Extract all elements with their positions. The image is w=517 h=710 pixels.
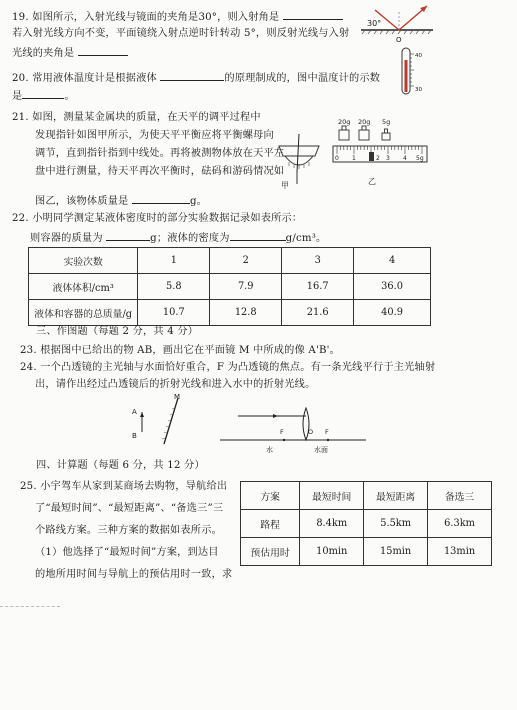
rider-slider xyxy=(369,152,374,161)
table-cell: 8.4km xyxy=(300,510,364,538)
table-cell: 5.8 xyxy=(138,274,210,300)
weight-2-label: 20g xyxy=(358,118,371,126)
table-row xyxy=(29,274,431,300)
thermometer-figure xyxy=(394,46,424,96)
water-label: 水 xyxy=(266,446,273,454)
q25-line1: 25. 小宇驾车从家到某商场去购物，导航给出 xyxy=(20,481,228,492)
q21-line2: 发现指针如图甲所示，为使天平平衡应将平衡螺母向 xyxy=(35,130,274,141)
center-o-label: O xyxy=(308,428,314,436)
thermo-bottom-label: 30 xyxy=(415,87,422,93)
lens-water-figure xyxy=(218,396,368,456)
angle-label: 30° xyxy=(367,19,382,28)
balance-pointer-figure xyxy=(275,126,323,190)
scale-tick-5: 5g xyxy=(416,155,424,162)
table-row xyxy=(241,538,492,566)
table-cell: 10.7 xyxy=(138,300,210,326)
page-fold-mark xyxy=(0,606,60,607)
q23-text: 23. 根据图中已给出的物 AB，画出它在平面镜 M 中所成的像 A'B'。 xyxy=(20,345,341,356)
scale-tick-1: 1 xyxy=(352,155,356,162)
q20-line1: 20. 常用液体温度计是根据液体 的原理制成的，图中温度计的示数 xyxy=(12,70,380,85)
table-cell: 21.6 xyxy=(282,300,354,326)
q21-line1: 21. 如图，测量某金属块的质量，在天平的调平过程中 xyxy=(12,112,261,123)
q21-line3: 调节，直到指针指到中线处。再将被测物体放在天平左 xyxy=(35,148,285,159)
q20-line2: 是 。 xyxy=(12,88,75,103)
table-cell: 备选三 xyxy=(428,482,492,510)
table-row xyxy=(29,248,431,274)
table-row xyxy=(29,300,431,326)
weights-and-scale-figure xyxy=(330,116,430,190)
q19-line3: 光线的夹角是 xyxy=(12,45,128,60)
thermo-top-label: 40 xyxy=(415,53,422,59)
table-cell: 13min xyxy=(428,538,492,566)
point-o-label: O xyxy=(396,36,402,44)
q25-line4: （1）他选择了“最短时间”方案，到达目 xyxy=(35,547,219,558)
label-yi: 乙 xyxy=(368,177,376,186)
table-cell: 15min xyxy=(364,538,428,566)
surface-label: 水面 xyxy=(314,446,328,454)
table-cell: 5.5km xyxy=(364,510,428,538)
weight-3-label: 5g xyxy=(382,118,391,126)
q24-line1: 24. 一个凸透镜的主光轴与水面恰好重合，F 为凸透镜的焦点。有一条光线平行于主光轴射 xyxy=(20,362,436,373)
table-row xyxy=(241,510,492,538)
q25-line3: 个路线方案。三种方案的数据如表所示。 xyxy=(35,525,222,536)
table-cell: 预估用时 xyxy=(241,538,300,566)
section-4-heading: 四、计算题（每题 6 分，共 12 分） xyxy=(36,460,205,471)
table-cell: 路程 xyxy=(241,510,300,538)
table-cell: 液体和容器的总质量/g xyxy=(29,300,138,326)
q19-line2: 若入射光线方向不变，平面镜绕入射点逆时针转动 5°，则反射光线与入射 xyxy=(12,28,350,39)
mirror-figure xyxy=(355,2,439,44)
object-mirror-figure xyxy=(128,392,188,452)
density-table xyxy=(28,247,431,326)
point-a-label: A xyxy=(132,408,137,416)
q22-line1: 22. 小明同学测定某液体密度时的部分实验数据记录如表所示： xyxy=(12,213,303,224)
table-cell: 1 xyxy=(138,248,210,274)
table-cell: 实验次数 xyxy=(29,248,138,274)
table-cell: 液体体积/cm³ xyxy=(29,274,138,300)
q25-line5: 的地所用时间与导航上的预估用时一致，求 xyxy=(35,569,233,580)
point-b-label: B xyxy=(132,432,137,440)
table-cell: 36.0 xyxy=(354,274,431,300)
section-3-heading: 三、作图题（每题 2 分，共 4 分） xyxy=(36,326,199,337)
mirror-m-line xyxy=(164,398,178,444)
scale-tick-0: 0 xyxy=(335,155,339,162)
scale-tick-2: 2 xyxy=(376,155,380,162)
label-jia: 甲 xyxy=(281,181,289,190)
q21-answer-line: 图乙，该物体质量是 g。 xyxy=(35,193,207,208)
table-cell: 7.9 xyxy=(210,274,282,300)
table-row xyxy=(241,482,492,510)
table-cell: 16.7 xyxy=(282,274,354,300)
table-cell: 最短距离 xyxy=(364,482,428,510)
scale-tick-3: 3 xyxy=(386,155,390,162)
table-cell: 40.9 xyxy=(354,300,431,326)
table-cell: 4 xyxy=(354,248,431,274)
table-cell: 最短时间 xyxy=(300,482,364,510)
table-cell: 6.3km xyxy=(428,510,492,538)
q25-line2: 了“最短时间”、“最短距离”、“备选三”三 xyxy=(35,503,224,514)
q22-line2: 则容器的质量为 g；液体的密度为 g/cm³。 xyxy=(30,230,326,245)
table-cell: 12.8 xyxy=(210,300,282,326)
table-cell: 3 xyxy=(282,248,354,274)
focus-left-label: F xyxy=(280,428,284,436)
q24-line2: 出，请作出经过凸透镜后的折射光线和进入水中的折射光线。 xyxy=(35,379,316,390)
table-cell: 方案 xyxy=(241,482,300,510)
table-cell: 2 xyxy=(210,248,282,274)
table-cell: 10min xyxy=(300,538,364,566)
focus-right-label: F xyxy=(325,428,329,436)
q21-line4: 盘中进行测量，待天平再次平衡时，砝码和游码情况如 xyxy=(35,166,285,177)
route-table xyxy=(240,481,492,566)
q19-line1: 19. 如图所示，入射光线与镜面的夹角是30°，则入射角是 xyxy=(12,9,343,24)
mirror-m-label: M xyxy=(174,393,181,401)
weight-1-label: 20g xyxy=(338,118,351,126)
scale-tick-4: 4 xyxy=(403,155,407,162)
